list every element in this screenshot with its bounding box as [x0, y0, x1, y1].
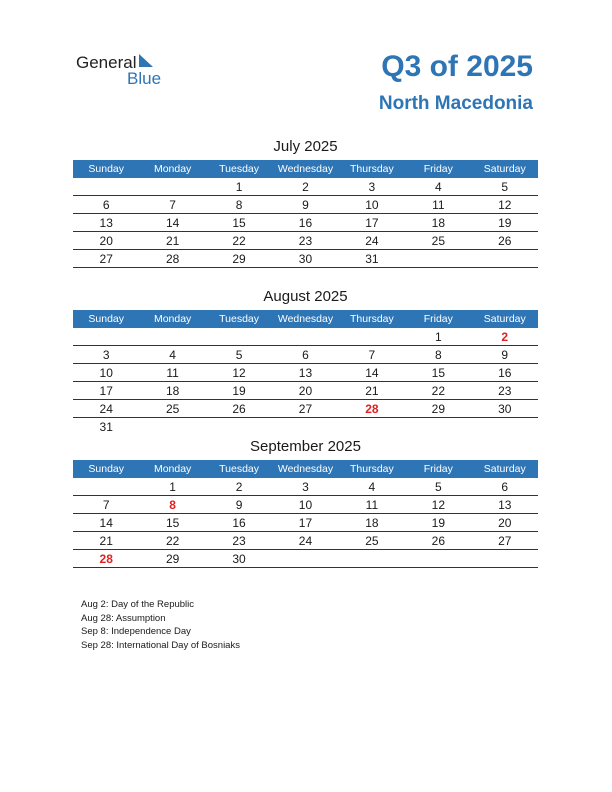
day-cell: 4 [339, 478, 405, 496]
day-cell: 16 [272, 214, 338, 232]
day-cell: 9 [472, 346, 538, 364]
weekday-header: Monday [139, 460, 205, 478]
weekday-header: Saturday [472, 310, 538, 328]
day-cell: 24 [339, 232, 405, 250]
day-cell: 21 [139, 232, 205, 250]
day-cell: 11 [139, 364, 205, 382]
day-cell: 23 [472, 382, 538, 400]
day-cell: 23 [272, 232, 338, 250]
day-cell: 6 [272, 346, 338, 364]
month-title: September 2025 [250, 438, 361, 455]
day-cell: 7 [339, 346, 405, 364]
weekday-header: Sunday [73, 310, 139, 328]
empty-day-cell [472, 250, 538, 268]
weekday-header: Sunday [73, 160, 139, 178]
day-cell: 28 [139, 250, 205, 268]
day-cell: 8 [206, 196, 272, 214]
day-cell: 29 [405, 400, 471, 418]
day-cell: 22 [139, 532, 205, 550]
empty-day-cell [73, 178, 139, 196]
day-cell: 28 [339, 400, 405, 418]
weekday-header: Wednesday [272, 310, 338, 328]
empty-day-cell [139, 328, 205, 346]
day-cell: 21 [73, 532, 139, 550]
day-cell: 18 [339, 514, 405, 532]
day-cell: 14 [339, 364, 405, 382]
day-cell: 25 [405, 232, 471, 250]
day-cell: 17 [73, 382, 139, 400]
month-july [73, 136, 538, 268]
day-cell: 1 [405, 328, 471, 346]
day-cell: 30 [272, 250, 338, 268]
weekday-header: Sunday [73, 460, 139, 478]
day-cell: 9 [206, 496, 272, 514]
week-row [73, 364, 538, 382]
week-row [73, 232, 538, 250]
day-cell: 25 [139, 400, 205, 418]
day-cell: 8 [405, 346, 471, 364]
empty-day-cell [405, 550, 471, 568]
day-cell: 27 [272, 400, 338, 418]
week-row [73, 514, 538, 532]
day-cell: 22 [206, 232, 272, 250]
day-cell: 13 [472, 496, 538, 514]
day-cell: 27 [472, 532, 538, 550]
day-cell: 8 [139, 496, 205, 514]
day-cell: 14 [73, 514, 139, 532]
holiday-note: Sep 8: Independence Day [81, 626, 191, 637]
week-row [73, 400, 538, 418]
day-cell: 13 [272, 364, 338, 382]
weekday-header: Friday [405, 310, 471, 328]
day-cell: 29 [206, 250, 272, 268]
day-cell: 2 [472, 328, 538, 346]
empty-day-cell [405, 250, 471, 268]
logo-general: General [76, 53, 137, 72]
day-cell: 4 [405, 178, 471, 196]
day-cell: 7 [73, 496, 139, 514]
day-cell: 6 [73, 196, 139, 214]
day-cell: 20 [472, 514, 538, 532]
day-cell: 10 [339, 196, 405, 214]
empty-day-cell [472, 550, 538, 568]
week-row [73, 532, 538, 550]
calendar-table [73, 310, 538, 435]
day-cell: 11 [405, 196, 471, 214]
day-cell: 1 [206, 178, 272, 196]
week-row [73, 550, 538, 568]
weekday-header: Thursday [339, 160, 405, 178]
day-cell: 5 [405, 478, 471, 496]
logo-blue: Blue [127, 69, 162, 88]
day-cell: 12 [206, 364, 272, 382]
week-row [73, 496, 538, 514]
day-cell: 16 [206, 514, 272, 532]
empty-day-cell [405, 418, 471, 436]
holiday-note: Aug 28: Assumption [81, 612, 166, 624]
day-cell: 17 [339, 214, 405, 232]
week-row [73, 346, 538, 364]
quarter-title: Q3 of 2025 [381, 50, 533, 83]
day-cell: 24 [272, 532, 338, 550]
empty-day-cell [272, 328, 338, 346]
weekday-header: Wednesday [272, 460, 338, 478]
day-cell: 15 [206, 214, 272, 232]
empty-day-cell [272, 550, 338, 568]
day-cell: 18 [139, 382, 205, 400]
day-cell: 20 [73, 232, 139, 250]
weekday-header: Thursday [339, 310, 405, 328]
day-cell: 21 [339, 382, 405, 400]
day-cell: 11 [339, 496, 405, 514]
weekday-header-row [73, 310, 538, 328]
empty-day-cell [206, 328, 272, 346]
day-cell: 23 [206, 532, 272, 550]
week-row [73, 328, 538, 346]
weekday-header: Tuesday [206, 460, 272, 478]
day-cell: 6 [472, 478, 538, 496]
holiday-note: Sep 28: International Day of Bosniaks [81, 639, 240, 651]
week-row [73, 250, 538, 268]
empty-day-cell [339, 328, 405, 346]
day-cell: 14 [139, 214, 205, 232]
day-cell: 24 [73, 400, 139, 418]
day-cell: 13 [73, 214, 139, 232]
calendar-table [73, 160, 538, 268]
day-cell: 3 [339, 178, 405, 196]
blue-triangle-icon [139, 54, 153, 67]
weekday-header: Thursday [339, 460, 405, 478]
day-cell: 31 [339, 250, 405, 268]
empty-day-cell [339, 418, 405, 436]
day-cell: 2 [272, 178, 338, 196]
day-cell: 18 [405, 214, 471, 232]
week-row [73, 214, 538, 232]
empty-day-cell [272, 418, 338, 436]
holiday-notes [81, 598, 240, 652]
day-cell: 7 [139, 196, 205, 214]
weekday-header: Tuesday [206, 160, 272, 178]
day-cell: 30 [206, 550, 272, 568]
weekday-header: Saturday [472, 460, 538, 478]
week-row [73, 196, 538, 214]
day-cell: 16 [472, 364, 538, 382]
day-cell: 28 [73, 550, 139, 568]
weekday-header: Monday [139, 310, 205, 328]
day-cell: 20 [272, 382, 338, 400]
weekday-header: Saturday [472, 160, 538, 178]
month-title: August 2025 [263, 288, 348, 305]
country-title: North Macedonia [378, 93, 533, 114]
day-cell: 17 [272, 514, 338, 532]
day-cell: 22 [405, 382, 471, 400]
weekday-header: Wednesday [272, 160, 338, 178]
day-cell: 9 [272, 196, 338, 214]
day-cell: 30 [472, 400, 538, 418]
day-cell: 3 [272, 478, 338, 496]
day-cell: 10 [73, 364, 139, 382]
day-cell: 27 [73, 250, 139, 268]
week-row [73, 478, 538, 496]
weekday-header: Tuesday [206, 310, 272, 328]
day-cell: 26 [472, 232, 538, 250]
empty-day-cell [206, 418, 272, 436]
week-row [73, 418, 538, 436]
empty-day-cell [139, 178, 205, 196]
day-cell: 31 [99, 420, 113, 434]
logo [76, 52, 176, 88]
day-cell: 5 [472, 178, 538, 196]
empty-day-cell [339, 550, 405, 568]
empty-day-cell [139, 418, 205, 436]
week-row [73, 382, 538, 400]
empty-day-cell [73, 478, 139, 496]
day-cell: 25 [339, 532, 405, 550]
weekday-header: Friday [405, 160, 471, 178]
day-cell: 12 [405, 496, 471, 514]
weekday-header: Monday [139, 160, 205, 178]
day-cell: 10 [272, 496, 338, 514]
month-title: July 2025 [273, 138, 338, 155]
month-august [73, 286, 538, 435]
day-cell: 1 [139, 478, 205, 496]
day-cell: 4 [139, 346, 205, 364]
day-cell: 26 [405, 532, 471, 550]
month-september [73, 436, 538, 568]
day-cell: 19 [405, 514, 471, 532]
day-cell: 2 [206, 478, 272, 496]
day-cell: 5 [206, 346, 272, 364]
empty-day-cell [73, 328, 139, 346]
calendar-table [73, 460, 538, 568]
weekday-header-row [73, 160, 538, 178]
day-cell: 26 [206, 400, 272, 418]
empty-day-cell [472, 418, 538, 436]
day-cell: 15 [139, 514, 205, 532]
day-cell: 15 [405, 364, 471, 382]
holiday-note: Aug 2: Day of the Republic [81, 599, 195, 610]
day-cell: 12 [472, 196, 538, 214]
weekday-header: Friday [405, 460, 471, 478]
week-row [73, 178, 538, 196]
day-cell: 3 [73, 346, 139, 364]
day-cell: 19 [206, 382, 272, 400]
weekday-header-row [73, 460, 538, 478]
day-cell: 19 [472, 214, 538, 232]
day-cell: 29 [139, 550, 205, 568]
